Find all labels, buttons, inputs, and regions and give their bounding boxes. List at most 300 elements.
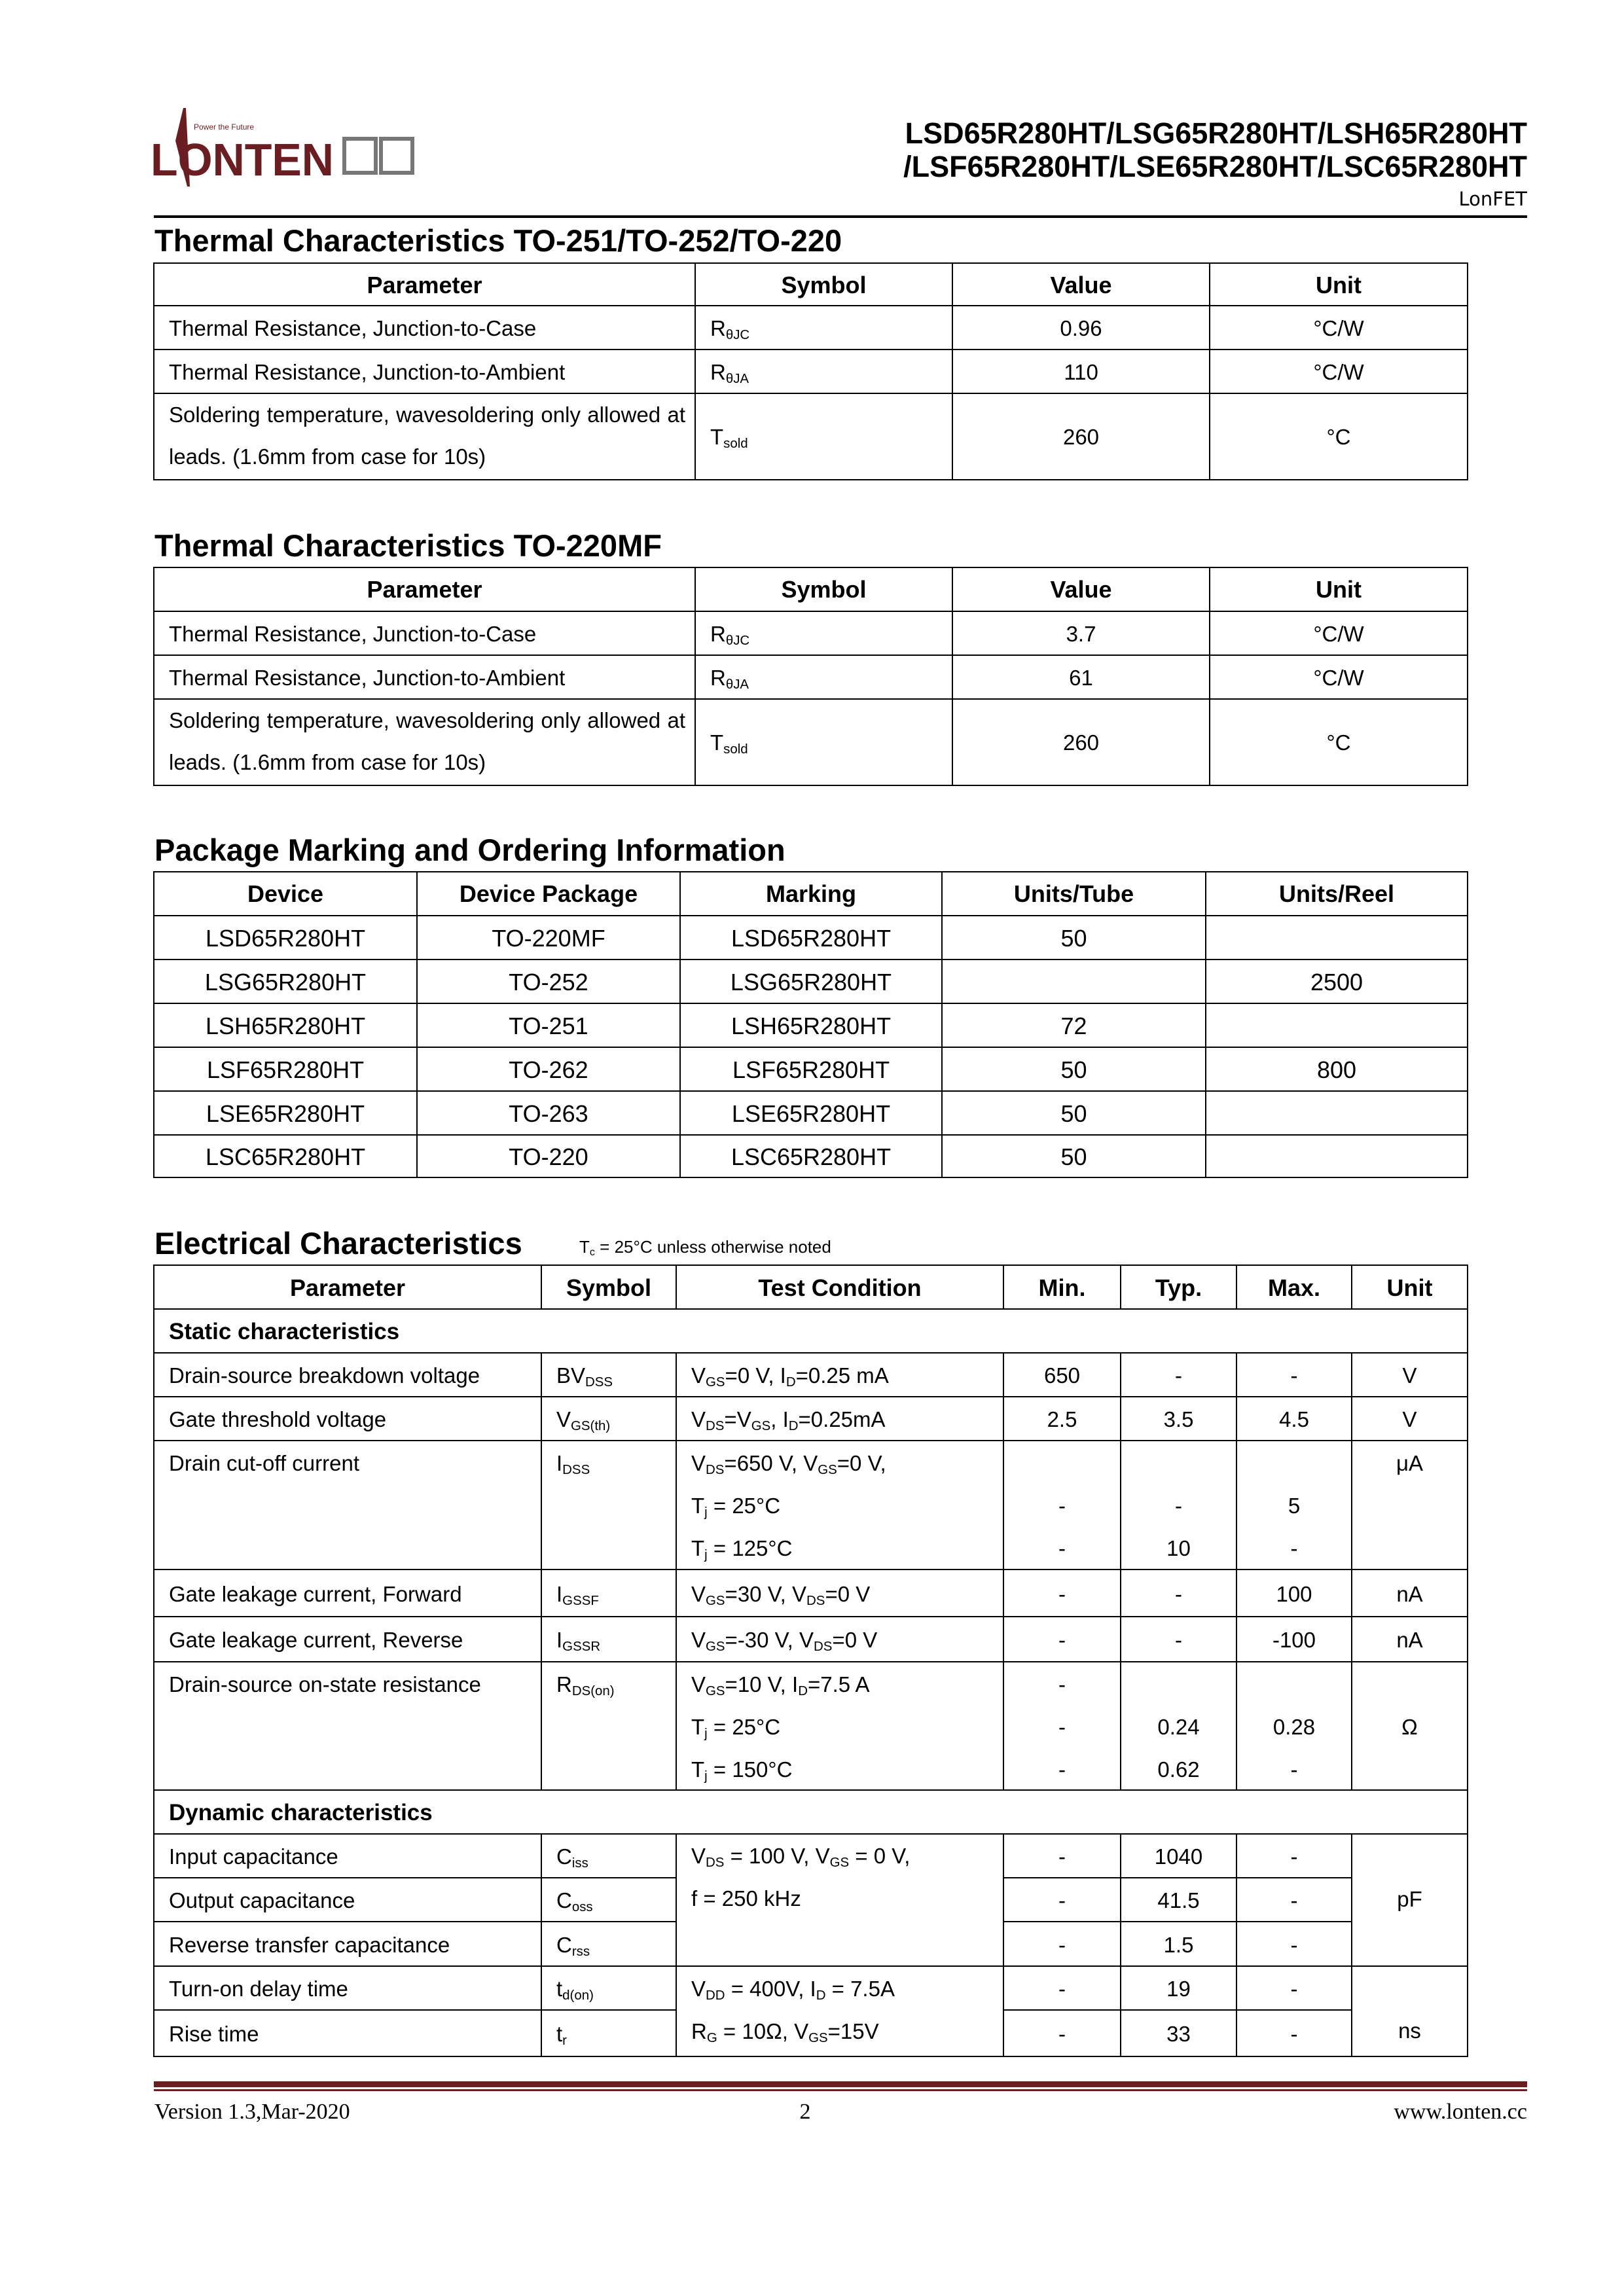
- package-cell: TO-263: [416, 1090, 681, 1136]
- unit-cell: [1351, 1396, 1468, 1441]
- subscript: d(on): [562, 1988, 594, 2003]
- min-cell: [1003, 1352, 1121, 1397]
- thermal1-header-parameter: Parameter: [153, 262, 696, 306]
- text-segment: =0.25mA: [798, 1407, 886, 1431]
- symbol-cell: [541, 1661, 677, 1791]
- thermal1-symbol-cell: [695, 305, 953, 350]
- cell-line: pF: [1397, 1887, 1422, 1911]
- text-segment: V: [691, 1844, 706, 1868]
- package-header-cell: Device: [153, 871, 418, 916]
- cell-line: [1237, 1663, 1351, 1706]
- package-cell: LSF65R280HT: [679, 1047, 943, 1092]
- subscript: DS: [806, 1592, 825, 1608]
- subscript: θJC: [725, 327, 750, 343]
- package-cell: [941, 959, 1206, 1004]
- cell-line: -: [1290, 1363, 1298, 1388]
- electrical-header-cell: Symbol: [541, 1265, 677, 1310]
- max-cell: [1236, 1833, 1352, 1878]
- cell-line: Drain-source breakdown voltage: [169, 1363, 480, 1388]
- subscript: oss: [571, 1899, 593, 1915]
- typ-cell: [1120, 1833, 1237, 1878]
- electrical-header-cell: Max.: [1236, 1265, 1352, 1310]
- cell-line: [1352, 1663, 1467, 1706]
- thermal1-value-cell: 260: [952, 393, 1210, 480]
- symbol-cell: [541, 1569, 677, 1617]
- text-segment: BV: [556, 1363, 586, 1388]
- cell-line: 0.62: [1157, 1757, 1200, 1782]
- param-cell: [153, 1440, 542, 1570]
- max-cell: [1236, 1616, 1352, 1662]
- text-segment: = 150°C: [707, 1757, 793, 1782]
- subscript: rss: [571, 1943, 590, 1959]
- package-cell: LSE65R280HT: [153, 1090, 418, 1136]
- subscript: GS: [706, 1683, 725, 1699]
- package-cell: TO-252: [416, 959, 681, 1004]
- footer-page-number: 2: [799, 2100, 811, 2124]
- subscript: G: [706, 2030, 717, 2046]
- unit-cell: [1351, 1569, 1468, 1617]
- text-segment: R: [556, 1672, 572, 1696]
- text-segment: = 25°C: [707, 1494, 781, 1518]
- text-segment: R: [710, 622, 726, 646]
- package-cell: 800: [1205, 1047, 1468, 1092]
- cell-line: [691, 1877, 1003, 1920]
- cell-line: Ω: [1401, 1715, 1418, 1739]
- thermal1-param-cell: Thermal Resistance, Junction-to-Case: [153, 305, 696, 350]
- subscript: GS: [706, 1592, 725, 1608]
- package-cell: LSD65R280HT: [153, 915, 418, 960]
- max-cell: [1236, 1877, 1352, 1922]
- footer-website[interactable]: www.lonten.cc: [1394, 2100, 1527, 2124]
- typ-cell: [1120, 1921, 1237, 1967]
- text-segment: T: [691, 1494, 705, 1518]
- subscript: GS: [818, 1462, 837, 1478]
- param-cell: [153, 1877, 542, 1922]
- text-segment: T: [710, 730, 724, 755]
- text-segment: =7.5 A: [807, 1672, 870, 1696]
- text-segment: , I: [770, 1407, 789, 1431]
- cell-line: -: [1290, 1977, 1298, 2001]
- symbol-cell: [541, 1877, 677, 1922]
- electrical-header-cell: Parameter: [153, 1265, 542, 1310]
- cell-line: μA: [1396, 1451, 1424, 1475]
- test-condition-cell: [676, 1965, 1004, 2057]
- symbol-cell: [541, 1833, 677, 1878]
- unit-cell: [1351, 1616, 1468, 1662]
- subscript: iss: [571, 1856, 588, 1871]
- min-cell: [1003, 1877, 1121, 1922]
- subscript: DS: [814, 1639, 833, 1655]
- min-cell: [1003, 1616, 1121, 1662]
- cell-line: [691, 1706, 1003, 1748]
- thermal2-unit-cell: °C: [1209, 698, 1468, 786]
- footer-version: Version 1.3,Mar-2020: [154, 2100, 350, 2124]
- package-cell: [1205, 915, 1468, 960]
- electrical-conditions-note: [579, 1237, 831, 1257]
- cell-line: 4.5: [1279, 1407, 1309, 1431]
- package-cell: TO-262: [416, 1047, 681, 1092]
- package-cell: LSC65R280HT: [679, 1134, 943, 1178]
- min-cell: [1003, 1396, 1121, 1441]
- thermal1-value-cell: 0.96: [952, 305, 1210, 350]
- max-cell: [1236, 1661, 1352, 1791]
- text-segment: =-30 V, V: [725, 1628, 814, 1652]
- cell-line: 0.24: [1157, 1715, 1200, 1739]
- cell-line: 1040: [1154, 1844, 1203, 1869]
- text-segment: R: [710, 666, 726, 690]
- cell-line: 3.5: [1163, 1407, 1194, 1431]
- header-subtitle: LonFET: [1458, 188, 1527, 210]
- text-segment: =650 V, V: [724, 1451, 818, 1475]
- cell-line: 33: [1166, 2022, 1191, 2046]
- max-cell: [1236, 1921, 1352, 1967]
- electrical-header-cell: Test Condition: [676, 1265, 1004, 1310]
- subscript: θJC: [725, 633, 750, 649]
- package-title: Package Marking and Ordering Information: [154, 833, 785, 867]
- cell-line: [691, 1398, 1003, 1441]
- cell-line: [1237, 1442, 1351, 1484]
- package-cell: 50: [941, 1134, 1206, 1178]
- subscript: GSSF: [562, 1592, 599, 1608]
- text-segment: V: [691, 1977, 706, 2001]
- cell-line: Output capacitance: [169, 1888, 355, 1912]
- svg-text:LONTEN: LONTEN: [151, 134, 334, 185]
- text-segment: V: [691, 1672, 706, 1696]
- text-segment: =0.25 mA: [795, 1363, 889, 1388]
- test-condition-cell: [676, 1352, 1004, 1397]
- subscript: DSS: [585, 1374, 613, 1390]
- cell-line: V: [1402, 1363, 1417, 1388]
- param-cell: [153, 1616, 542, 1662]
- cell-line: [691, 1354, 1003, 1397]
- cell-line: -: [1058, 1888, 1066, 1912]
- subscript: c: [589, 1246, 595, 1259]
- package-header-cell: Units/Tube: [941, 871, 1206, 916]
- subscript: sold: [723, 742, 748, 757]
- electrical-header-cell: Typ.: [1120, 1265, 1237, 1310]
- symbol-cell: [541, 1616, 677, 1662]
- min-cell: [1003, 2009, 1121, 2057]
- symbol-cell: [541, 1921, 677, 1967]
- typ-cell: [1120, 1661, 1237, 1791]
- cell-line: -: [1058, 1932, 1066, 1957]
- text-segment: =0 V,: [837, 1451, 886, 1475]
- cell-line: -: [1290, 2022, 1298, 2046]
- cell-line: -: [1058, 1977, 1066, 2001]
- cell-line: -: [1175, 1581, 1182, 1606]
- thermal1-symbol-cell: [695, 349, 953, 394]
- subscript: DD: [706, 1988, 725, 2003]
- thermal2-title: Thermal Characteristics TO-220MF: [154, 528, 662, 563]
- thermal2-symbol-cell: [695, 698, 953, 786]
- subscript: GS: [706, 1374, 725, 1390]
- param-cell: [153, 1396, 542, 1441]
- cell-line: Gate leakage current, Reverse: [169, 1628, 463, 1652]
- electrical-header-cell: Unit: [1351, 1265, 1468, 1310]
- text-segment: =10 V, I: [725, 1672, 799, 1696]
- header-title-line1: LSD65R280HT/LSG65R280HT/LSH65R280HT: [905, 117, 1527, 150]
- thermal2-header-unit: Unit: [1209, 567, 1468, 612]
- test-condition-cell: [676, 1661, 1004, 1791]
- param-cell: [153, 1661, 542, 1791]
- cell-line: [691, 1442, 1003, 1484]
- text-segment: T: [691, 1715, 705, 1739]
- typ-cell: [1120, 1569, 1237, 1617]
- subscript: GS: [829, 1855, 850, 1871]
- cell-line: [691, 1748, 1003, 1791]
- thermal2-header-symbol: Symbol: [695, 567, 953, 612]
- package-cell: [1205, 1003, 1468, 1048]
- unit-cell: [1351, 1833, 1468, 1967]
- cell-line: -: [1290, 1536, 1298, 1560]
- thermal1-header-symbol: Symbol: [695, 262, 953, 306]
- cell-line: V: [1402, 1407, 1417, 1431]
- thermal2-param-cell: Soldering temperature, wavesoldering only allowed at leads. (1.6mm from case for 10s): [153, 698, 696, 786]
- text-segment: = 10Ω, V: [717, 2019, 809, 2043]
- text-segment: T: [710, 425, 724, 449]
- param-cell: [153, 2009, 542, 2057]
- subscript: DS: [706, 1462, 725, 1478]
- text-segment: V: [691, 1407, 706, 1431]
- package-cell: TO-220MF: [416, 915, 681, 960]
- cell-line: 41.5: [1157, 1888, 1200, 1912]
- thermal1-value-cell: 110: [952, 349, 1210, 394]
- text-segment: f = 250 kHz: [691, 1886, 801, 1910]
- cell-line: 5: [1288, 1494, 1301, 1518]
- thermal1-unit-cell: °C/W: [1209, 349, 1468, 394]
- subscript: GS: [706, 1639, 725, 1655]
- text-segment: =V: [724, 1407, 751, 1431]
- thermal2-value-cell: 3.7: [952, 611, 1210, 656]
- thermal2-symbol-cell: [695, 611, 953, 656]
- section-label: Static characteristics: [153, 1308, 1468, 1354]
- subscript: j: [704, 1768, 708, 1784]
- min-cell: [1003, 1661, 1121, 1791]
- typ-cell: [1120, 1616, 1237, 1662]
- package-cell: LSD65R280HT: [679, 915, 943, 960]
- cell-line: 650: [1043, 1363, 1081, 1388]
- cell-line: [1121, 1663, 1236, 1706]
- cell-line: Drain cut-off current: [169, 1451, 360, 1475]
- typ-cell: [1120, 1877, 1237, 1922]
- max-cell: [1236, 1352, 1352, 1397]
- param-cell: [153, 1833, 542, 1878]
- package-cell: LSH65R280HT: [153, 1003, 418, 1048]
- test-condition-cell: [676, 1833, 1004, 1967]
- subscript: DS: [706, 1418, 725, 1434]
- subscript: D: [798, 1683, 808, 1699]
- package-cell: 50: [941, 915, 1206, 960]
- subscript: θJA: [725, 371, 749, 387]
- electrical-title: Electrical Characteristics: [154, 1226, 522, 1261]
- subscript: D: [785, 1374, 796, 1390]
- section-label: Dynamic characteristics: [153, 1789, 1468, 1835]
- symbol-cell: [541, 1352, 677, 1397]
- unit-cell: [1351, 1440, 1468, 1570]
- text-segment: R: [710, 360, 726, 384]
- cell-line: -: [1058, 1757, 1066, 1782]
- text-segment: I: [556, 1581, 563, 1606]
- package-header-cell: Units/Reel: [1205, 871, 1468, 916]
- package-cell: 72: [941, 1003, 1206, 1048]
- typ-cell: [1120, 1352, 1237, 1397]
- typ-cell: [1120, 1965, 1237, 2011]
- text-segment: =15V: [827, 2019, 879, 2043]
- cell-line: -: [1175, 1363, 1182, 1388]
- cell-line: [1121, 1442, 1236, 1484]
- cell-line: -: [1175, 1628, 1182, 1652]
- text-segment: R: [691, 2019, 707, 2043]
- package-cell: LSH65R280HT: [679, 1003, 943, 1048]
- text-segment: = 25°C: [707, 1715, 781, 1739]
- package-header-cell: Device Package: [416, 871, 681, 916]
- text-segment: = 100 V, V: [724, 1844, 830, 1868]
- package-cell: 2500: [1205, 959, 1468, 1004]
- header-title-line2: /LSF65R280HT/LSE65R280HT/LSC65R280HT: [903, 150, 1527, 183]
- cell-line: -100: [1272, 1628, 1316, 1652]
- cell-line: Turn-on delay time: [169, 1977, 348, 2001]
- header-divider: [154, 215, 1527, 218]
- thermal2-symbol-cell: [695, 655, 953, 700]
- thermal2-header-value: Value: [952, 567, 1210, 612]
- symbol-cell: [541, 1440, 677, 1570]
- package-cell: [1205, 1090, 1468, 1136]
- cell-line: [1352, 1835, 1467, 1878]
- subscript: D: [816, 1988, 826, 2003]
- thermal1-param-cell: Soldering temperature, wavesoldering only allowed at leads. (1.6mm from case for 10s): [153, 393, 696, 480]
- subscript: j: [704, 1547, 708, 1563]
- test-condition-cell: [676, 1440, 1004, 1570]
- param-cell: [153, 1352, 542, 1397]
- min-cell: [1003, 1569, 1121, 1617]
- cell-line: [691, 1619, 1003, 1661]
- text-segment: = 400V, I: [725, 1977, 816, 2001]
- package-cell: LSE65R280HT: [679, 1090, 943, 1136]
- text-segment: T: [579, 1237, 590, 1257]
- cell-line: 19: [1166, 1977, 1191, 2001]
- max-cell: [1236, 1396, 1352, 1441]
- subscript: GS: [808, 2030, 828, 2046]
- package-cell: LSG65R280HT: [153, 959, 418, 1004]
- cell-line: nA: [1396, 1581, 1423, 1606]
- min-cell: [1003, 1833, 1121, 1878]
- cell-line: [691, 1967, 1003, 2010]
- text-segment: V: [556, 1407, 571, 1431]
- subscript: DS: [706, 1855, 725, 1871]
- unit-cell: [1351, 1965, 1468, 2057]
- thermal2-value-cell: 61: [952, 655, 1210, 700]
- text-segment: T: [691, 1536, 705, 1560]
- max-cell: [1236, 1440, 1352, 1570]
- subscript: j: [704, 1726, 708, 1742]
- symbol-cell: [541, 1396, 677, 1441]
- cell-line: Reverse transfer capacitance: [169, 1932, 450, 1957]
- package-header-cell: Marking: [679, 871, 943, 916]
- thermal1-symbol-cell: [695, 393, 953, 480]
- unit-cell: [1351, 1352, 1468, 1397]
- typ-cell: [1120, 1440, 1237, 1570]
- cell-line: [1352, 1967, 1467, 2009]
- param-cell: [153, 1921, 542, 1967]
- text-segment: =0 V: [832, 1628, 878, 1652]
- cell-line: -: [1058, 1715, 1066, 1739]
- subscript: GS(th): [571, 1418, 611, 1434]
- package-cell: 50: [941, 1047, 1206, 1092]
- cell-line: Input capacitance: [169, 1844, 338, 1869]
- cell-line: -: [1058, 1536, 1066, 1560]
- cell-line: 1.5: [1163, 1932, 1194, 1957]
- text-segment: V: [691, 1628, 706, 1652]
- subscript: sold: [723, 436, 748, 452]
- thermal1-unit-cell: °C: [1209, 393, 1468, 480]
- min-cell: [1003, 1440, 1121, 1570]
- min-cell: [1003, 1965, 1121, 2011]
- subscript: r: [562, 2033, 567, 2049]
- text-segment: =0 V, I: [725, 1363, 786, 1388]
- cell-line: [691, 1835, 1003, 1877]
- package-cell: TO-251: [416, 1003, 681, 1048]
- thermal2-unit-cell: °C/W: [1209, 655, 1468, 700]
- electrical-header-cell: Min.: [1003, 1265, 1121, 1310]
- thermal2-param-cell: Thermal Resistance, Junction-to-Case: [153, 611, 696, 656]
- footer-rule-thin: [154, 2089, 1527, 2091]
- cell-line: -: [1058, 1672, 1066, 1696]
- typ-cell: [1120, 2009, 1237, 2057]
- cell-line: -: [1058, 1581, 1066, 1606]
- logo-icon: [149, 105, 424, 187]
- package-cell: [1205, 1134, 1468, 1178]
- text-segment: V: [691, 1363, 706, 1388]
- min-cell: [1003, 1921, 1121, 1967]
- test-condition-cell: [676, 1396, 1004, 1441]
- subscript: GSSR: [562, 1639, 601, 1655]
- text-segment: C: [556, 1844, 572, 1869]
- cell-line: [691, 1484, 1003, 1527]
- typ-cell: [1120, 1396, 1237, 1441]
- param-cell: [153, 1569, 542, 1617]
- cell-line: [1004, 1442, 1120, 1484]
- thermal1-header-value: Value: [952, 262, 1210, 306]
- package-cell: 50: [941, 1090, 1206, 1136]
- text-segment: T: [691, 1757, 705, 1782]
- text-segment: = 7.5A: [825, 1977, 895, 2001]
- cell-line: -: [1290, 1932, 1298, 1957]
- cell-line: -: [1058, 2022, 1066, 2046]
- thermal2-param-cell: Thermal Resistance, Junction-to-Ambient: [153, 655, 696, 700]
- package-cell: TO-220: [416, 1134, 681, 1178]
- unit-cell: [1351, 1661, 1468, 1791]
- max-cell: [1236, 2009, 1352, 2057]
- subscript: j: [704, 1505, 708, 1520]
- text-segment: V: [691, 1451, 706, 1475]
- cell-line: -: [1290, 1888, 1298, 1912]
- text-segment: = 0 V,: [849, 1844, 911, 1868]
- cell-line: -: [1290, 1757, 1298, 1782]
- subscript: D: [788, 1418, 799, 1434]
- text-segment: C: [556, 1888, 572, 1912]
- subscript: θJA: [725, 677, 749, 692]
- svg-text:Power the Future: Power the Future: [194, 122, 255, 132]
- text-segment: I: [556, 1451, 563, 1475]
- cell-line: ns: [1398, 2018, 1421, 2043]
- text-segment: R: [710, 316, 726, 340]
- cell-line: 10: [1166, 1536, 1191, 1560]
- cell-line: [691, 2010, 1003, 2053]
- cell-line: 2.5: [1047, 1407, 1077, 1431]
- thermal1-header-unit: Unit: [1209, 262, 1468, 306]
- cell-line: [691, 1573, 1003, 1615]
- symbol-cell: [541, 1965, 677, 2011]
